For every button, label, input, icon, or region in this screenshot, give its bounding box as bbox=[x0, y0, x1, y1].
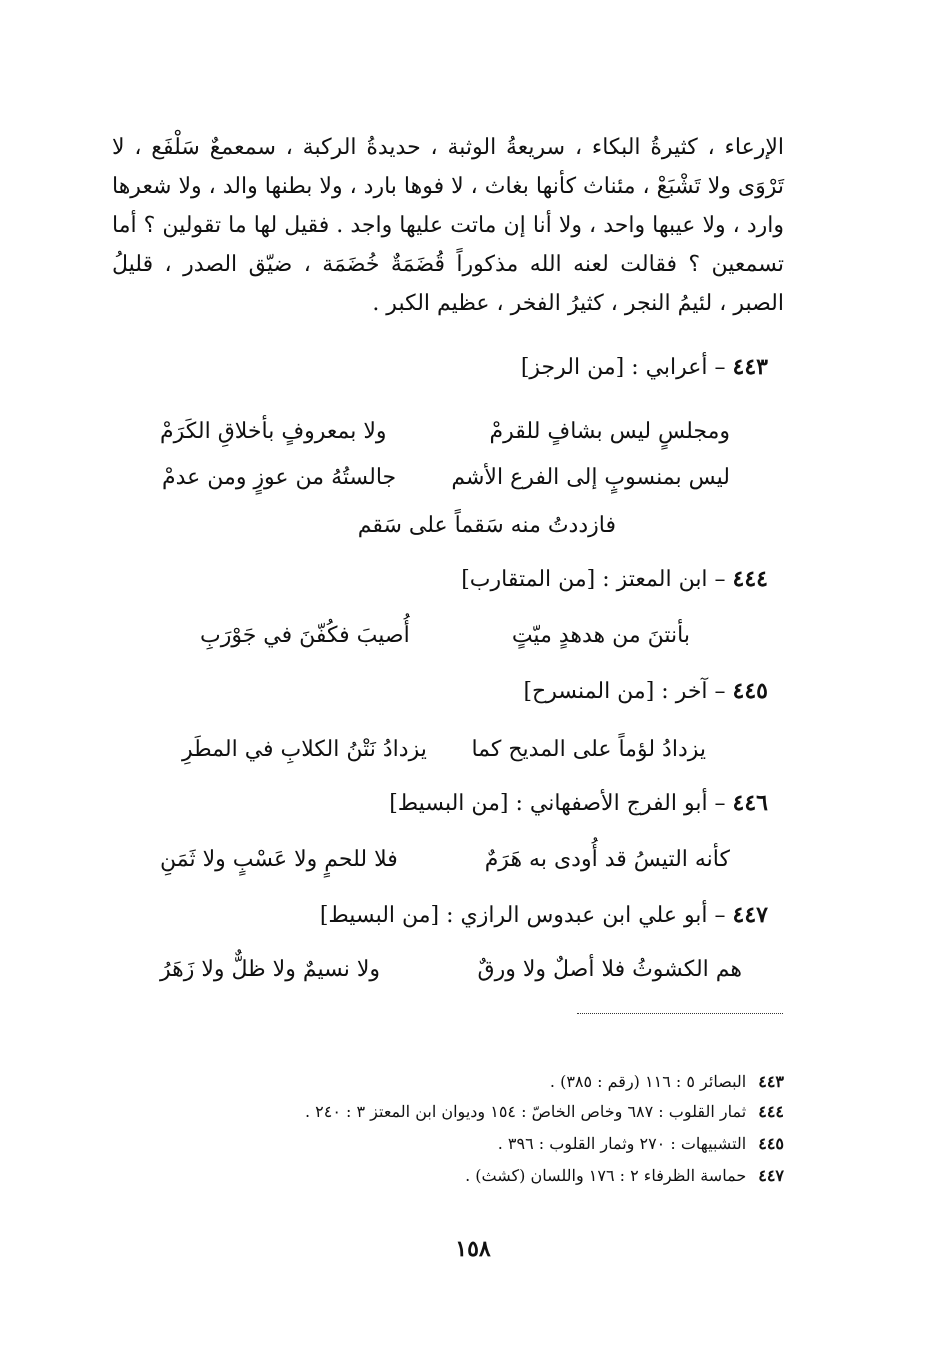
footnote-text: ثمار القلوب : ٦٨٧ وخاص الخاصّ : ١٥٤ وديوان ابن المعتز ٣ : ٢٤٠ . bbox=[304, 1102, 747, 1121]
footnote-number: ٤٤٣ bbox=[758, 1072, 784, 1091]
prose-text: الإرعاء ، كثيرةُ البكاء ، سريعةُ الوثبة ، حديدةُ الركبة ، سمعمعٌ سَلْفَع ، لا تَرْوَى ولا تَشْبَعْ ، مئناث كأنها بغاث ، لا فوها بارد ، ولا بطنها والد ، ولا شعرها وارد ، ولا عيبها واحد ، ولا أنا إن ماتت عليها واجد . فقيل لها ما تقولين ؟ أما تسمعين ؟ فقالت لعنه الله مذكوراً قُضَمَةٌ خُضَمَة ، ضيّق الصدر ، قليلُ الصبر ، لئيمُ النجر ، كثيرُ الفخر ، عظيم الكبر . bbox=[112, 135, 784, 316]
verse-line bbox=[0, 462, 946, 494]
entry-heading-443 bbox=[521, 352, 768, 383]
footnote-divider bbox=[577, 1013, 783, 1014]
verse-hemistich-left: جالستُهُ من عوزٍ ومن عدمْ bbox=[162, 465, 397, 490]
footnote-text: حماسة الظرفاء ٢ : ١٧٦ واللسان (كشث) . bbox=[465, 1166, 747, 1185]
entry-heading-446 bbox=[389, 788, 768, 819]
verse-line bbox=[0, 416, 946, 448]
footnote-number: ٤٤٧ bbox=[758, 1166, 784, 1185]
verse-line bbox=[0, 734, 946, 766]
verse-hemistich-right: يزدادُ لؤماً على المديح كما bbox=[471, 737, 706, 762]
entry-author: – أبو علي ابن عبدوس الرازي : [من البسيط] bbox=[319, 903, 726, 928]
entry-heading-445 bbox=[523, 676, 768, 707]
footnote-number: ٤٤٥ bbox=[758, 1134, 784, 1153]
verse-hemistich-left: ولا بمعروفٍ بأخلاقِ الكَرَمْ bbox=[160, 419, 387, 444]
entry-author: – ابن المعتز : [من المتقارب] bbox=[461, 567, 726, 592]
verse-hemistich-left: أُصيبَ فكُفّنَ في جَوْرَبِ bbox=[200, 623, 410, 648]
verse-hemistich-right: هم الكشوثُ فلا أصلٌ ولا ورقٌ bbox=[477, 957, 742, 982]
verse-hemistich-right: ليس بمنسوبٍ إلى الفرع الأشم bbox=[451, 465, 730, 490]
verse-last-line-text: فازددتُ منه سَقماً على سَقم bbox=[357, 513, 616, 538]
entry-author: – آخر : [من المنسرح] bbox=[523, 679, 726, 704]
verse-hemistich-right: ومجلسٍ ليس بشافٍ للقرمْ bbox=[489, 419, 730, 444]
verse-line bbox=[0, 954, 946, 986]
entry-number: ٤٤٦ bbox=[732, 790, 768, 816]
prose-paragraph bbox=[112, 128, 784, 323]
footnote-text: البصائر ٥ : ١١٦ (رقم : ٣٨٥) . bbox=[549, 1072, 747, 1091]
footnote-text: التشبيهات : ٢٧٠ وثمار القلوب : ٣٩٦ . bbox=[497, 1134, 747, 1153]
entry-heading-444 bbox=[461, 564, 768, 595]
footnote-445 bbox=[498, 1133, 784, 1155]
verse-line bbox=[0, 844, 946, 876]
entry-number: ٤٤٧ bbox=[732, 902, 768, 928]
verse-hemistich-right: بأنتنَ من هدهدٍ ميّتٍ bbox=[511, 623, 690, 648]
verse-line bbox=[0, 620, 946, 652]
footnote-443 bbox=[550, 1071, 784, 1093]
footnote-number: ٤٤٤ bbox=[758, 1102, 784, 1121]
page-number: ١٥٨ bbox=[455, 1236, 491, 1262]
entry-number: ٤٤٣ bbox=[732, 354, 768, 380]
footnote-444 bbox=[305, 1101, 784, 1123]
verse-hemistich-left: فلا للحمٍ ولا عَسْبٍ ولا ثَمَنِ bbox=[160, 847, 398, 872]
verse-last-line bbox=[358, 510, 616, 542]
verse-hemistich-right: كأنه التيسُ قد أُودى به هَرَمٌ bbox=[484, 847, 730, 872]
entry-author: – أبو الفرج الأصفهاني : [من البسيط] bbox=[389, 791, 726, 816]
entry-author: – أعرابي : [من الرجز] bbox=[520, 355, 726, 380]
entry-number: ٤٤٤ bbox=[732, 566, 768, 592]
verse-hemistich-left: يزدادُ نَتْنُ الكلابِ في المطَرِ bbox=[182, 737, 427, 762]
entry-heading-447 bbox=[320, 900, 768, 931]
verse-hemistich-left: ولا نسيمٌ ولا ظلٌّ ولا زَهَرُ bbox=[160, 957, 381, 982]
entry-number: ٤٤٥ bbox=[732, 678, 768, 704]
footnote-447 bbox=[465, 1165, 784, 1187]
